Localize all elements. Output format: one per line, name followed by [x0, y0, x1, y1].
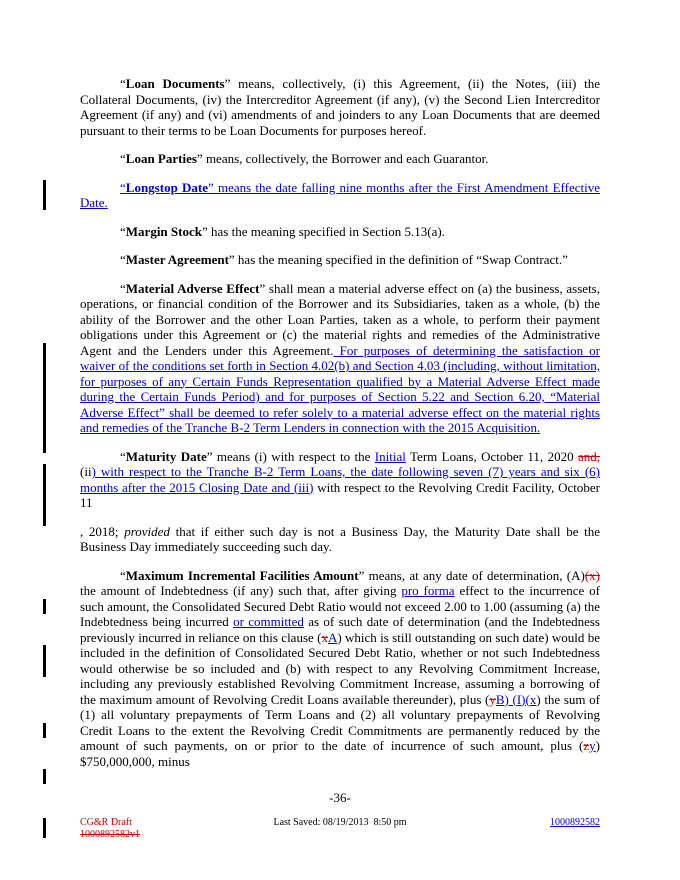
- page-number: -36-: [329, 790, 351, 805]
- inserted-text: Longstop Date: [125, 179, 209, 195]
- text-run: as of such date of determination (and the Indebtedness previously incurred in reliance on this clause (: [80, 614, 600, 645]
- last-saved-text: Last Saved: 08/19/2013 8:50 pm: [273, 817, 407, 828]
- text-run: the amount of Indebtedness (if any) such that, after giving: [80, 583, 402, 598]
- text-run: Term Loans, October 11, 2020: [405, 448, 578, 464]
- inserted-text: B) (I)(x: [495, 691, 537, 707]
- deleted-text: y: [489, 691, 496, 707]
- text-run: ) the sum of (1) all voluntary prepayments of Term Loans and (2) all voluntary prepayments of Revolving Credit Loans to the extent the Revolving Credit Commitments are permanently reduced by the amount of such payments, on or prior to the date of incurrence of such amount, plus (: [80, 691, 600, 753]
- inserted-text: A: [327, 629, 338, 645]
- definition-loan-parties: [80, 151, 600, 167]
- text-run: “: [120, 448, 126, 464]
- text-run: ” has the meaning specified in Section 5.13(a).: [201, 223, 445, 239]
- inserted-text: For purposes of determining the satisfaction or waiver of the conditions set forth in Section 4.02(b) and Section 4.03 (including, without limitation, for purposes of any Certain Funds Representation qualified by a Material Adverse Effect made during the Certain Funds Period) and for purposes of Section 5.22 and Section 6.20, “Material Adverse Effect” shall be deemed to refer solely to a material adverse effect on the material rights and remedies of the Tranche B-2 Term Lenders in connection with the 2015 Acquisition.: [80, 342, 600, 435]
- text-run: Loan Parties: [125, 151, 197, 166]
- page-footer: [80, 817, 600, 857]
- text-run: Maximum Incremental Facilities Amount: [125, 567, 359, 583]
- text-run: ” has the meaning specified in the definition of “Swap Contract.”: [228, 252, 568, 267]
- change-bar: [43, 599, 46, 614]
- definition-maturity-date-continuation: [80, 524, 600, 555]
- text-run: effect to the incurrence of such amount, the Consolidated Secured Debt Ratio would not exceed 2.00 to 1.00 (assuming (a) the Indebtedness being incurred: [80, 583, 600, 629]
- draft-label: CG&R Draft: [80, 817, 132, 828]
- text-run: (ii: [80, 464, 92, 479]
- deleted-text: z: [583, 738, 590, 753]
- inserted-text: “: [120, 179, 126, 195]
- old-doc-id: 1000892582v1: [80, 829, 140, 840]
- change-bar: [43, 464, 46, 526]
- text-run: “: [120, 223, 126, 239]
- deleted-text: (x): [584, 567, 600, 583]
- change-bar: [43, 818, 46, 838]
- text-run: ” means, at any date of determination, (A): [358, 567, 585, 583]
- change-bar: [43, 645, 46, 677]
- inserted-text: or committed: [233, 614, 304, 629]
- inserted-text: ) with respect to the Tranche B-2 Term Loans, the date following seven (7) years and six (6) months after the 2015 Closing Date and (iii): [80, 464, 600, 495]
- definition-master-agreement: [80, 252, 600, 268]
- text-run: Material Adverse Effect: [125, 280, 260, 296]
- definition-maturity-date: [80, 449, 600, 511]
- change-bar: [43, 769, 46, 784]
- text-run: “: [120, 252, 126, 267]
- text-run: ” shall mean a material adverse effect on (a) the business, assets, operations, or financial condition of the Borrower and its Subsidiaries, taken as a whole, (b) the ability of the Borrower and the other Loan Parties, taken as a whole, to perform their payment obligations under this Agreement or (c) the material rights and remedies of the Administrative Agent and the Lenders under this Agreement.: [80, 280, 600, 358]
- text-run: ” means, collectively, the Borrower and each Guarantor.: [196, 151, 489, 166]
- inserted-text: y: [589, 738, 596, 753]
- text-run: ) which is still outstanding on such date) would be included in the definition of Consolidated Secured Debt Ratio, whether or not such Indebtedness would otherwise be so included and (b) with respect to any Revolving Commitment Increase, including any previously established Revolving Commitment Increase, assuming a borrowing of the maximum amount of Revolving Credit Loans available thereunder), plus (: [80, 629, 601, 707]
- text-run: Loan Documents: [125, 76, 225, 91]
- inserted-text: ” means the date falling nine months after the First Amendment Effective Date.: [80, 179, 600, 210]
- change-bar: [43, 723, 46, 738]
- definition-maximum-incremental-facilities-amount: [80, 568, 600, 770]
- inserted-text: pro forma: [401, 583, 455, 598]
- text-run: “: [120, 280, 126, 296]
- definition-longstop-date: [80, 180, 600, 211]
- definition-material-adverse-effect: [80, 281, 600, 436]
- text-run: ” means (i) with respect to the: [206, 448, 375, 464]
- inserted-text: Initial: [374, 448, 406, 464]
- deleted-text: x: [321, 629, 328, 645]
- text-run: , 2018;: [80, 523, 125, 539]
- definition-loan-documents: [80, 76, 600, 138]
- text-run: Margin Stock: [125, 223, 202, 239]
- text-run: ” means, collectively, (i) this Agreement, (ii) the Notes, (iii) the Collateral Documents, (iv) the Intercreditor Agreement (if any), (v) the Second Lien Intercreditor Agreement (if any) and (vi) amendments of and joinders to any Loan Documents that are deemed pursuant to their terms to be Loan Documents for purposes hereof.: [80, 76, 600, 138]
- text-run: Maturity Date: [125, 448, 207, 464]
- new-doc-id-link[interactable]: 1000892582: [550, 817, 600, 828]
- text-run: “: [120, 76, 126, 91]
- text-run: “: [120, 567, 126, 583]
- text-run: ) $750,000,000, minus: [80, 738, 600, 769]
- text-run: provided: [124, 523, 170, 539]
- document-body: [80, 76, 600, 782]
- definition-margin-stock: [80, 224, 600, 240]
- text-run: “: [120, 151, 126, 166]
- text-run: Master Agreement: [125, 252, 229, 267]
- text-run: with respect to the Revolving Credit Facility, October 11: [80, 479, 600, 510]
- change-bar: [43, 343, 46, 453]
- change-bar: [43, 180, 46, 210]
- text-run: that if either such day is not a Business Day, the Maturity Date shall be the Business Day immediately succeeding such day.: [80, 523, 601, 554]
- deleted-text: and,: [577, 448, 601, 464]
